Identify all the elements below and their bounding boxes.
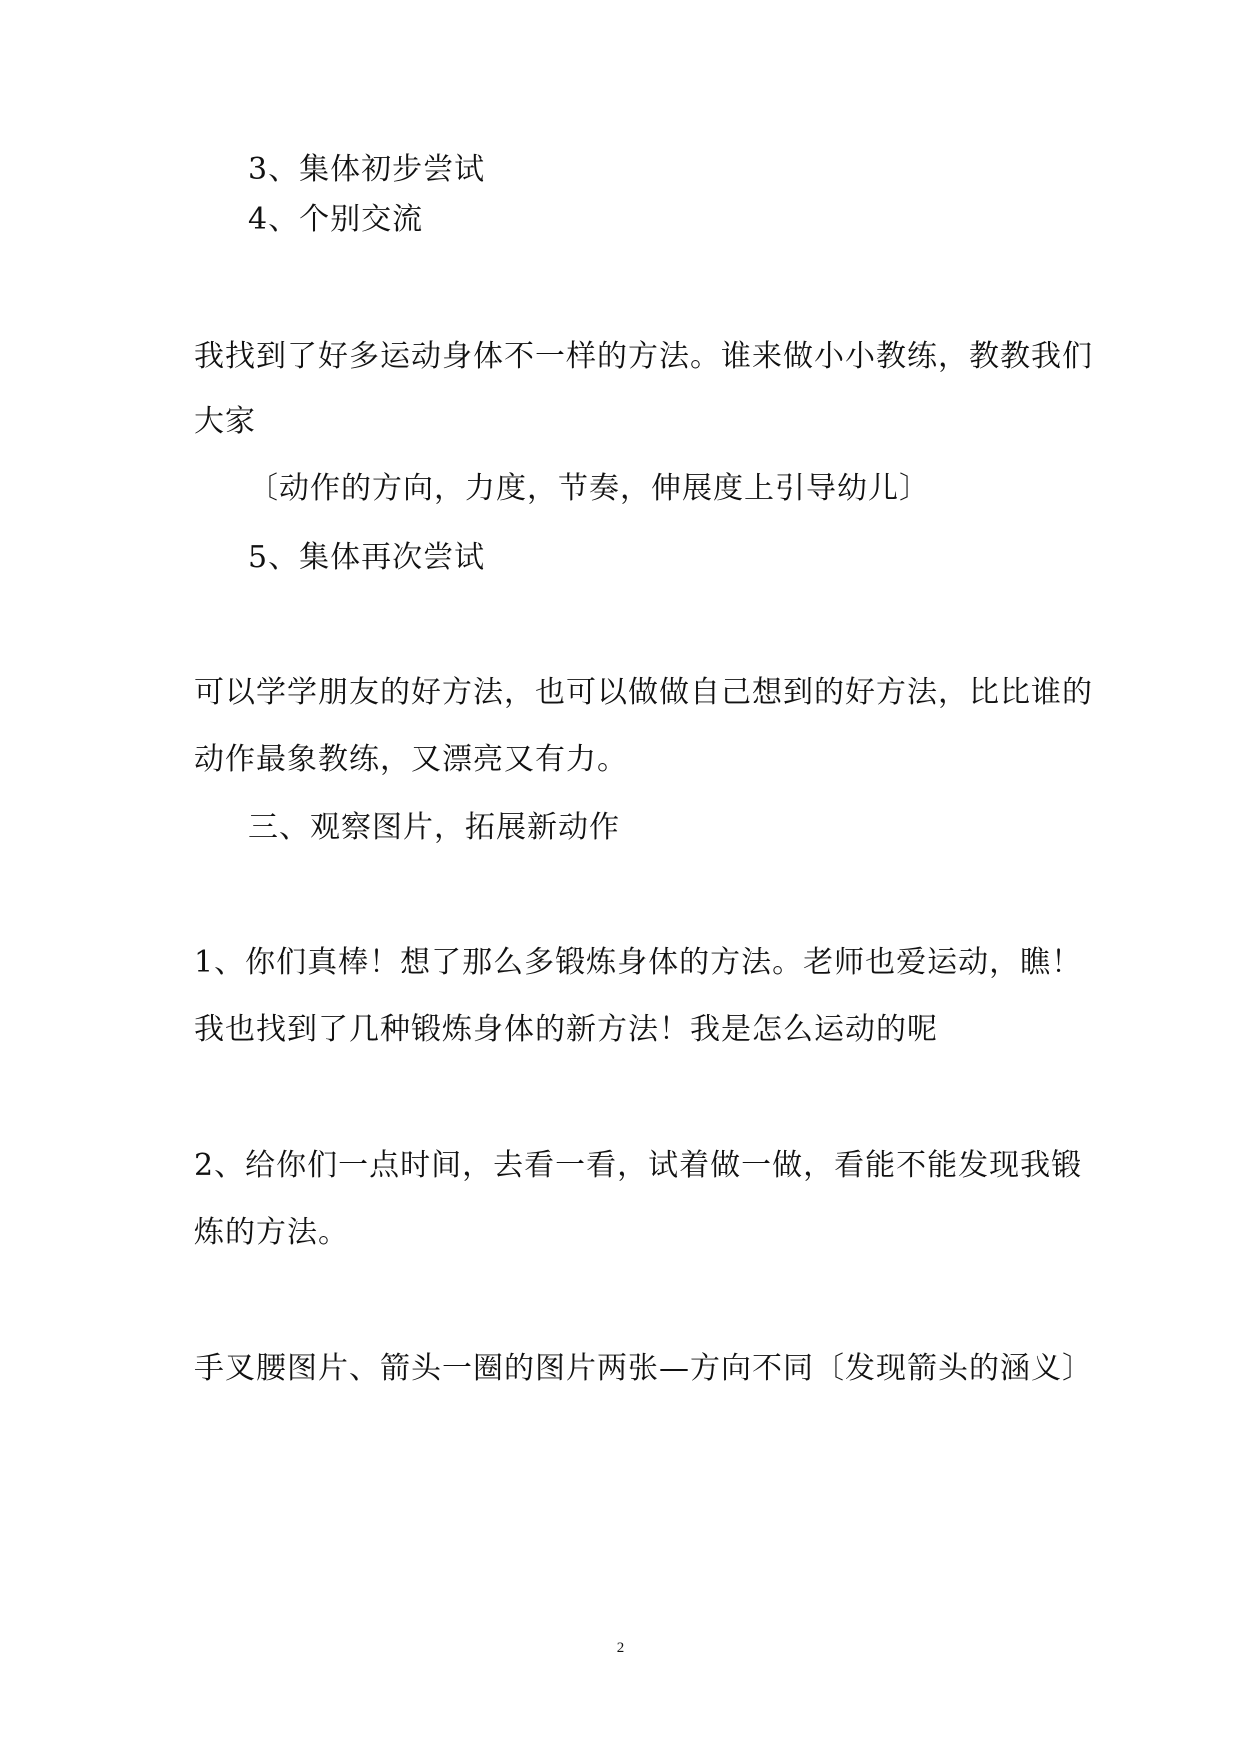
paragraph-line: 大家 [194, 404, 256, 439]
page-number: 2 [616, 1640, 625, 1656]
paragraph-line: 手叉腰图片、箭头一圈的图片两张—方向不同〔发现箭头的涵义〕 [194, 1351, 1093, 1386]
section-three-heading: 三、观察图片，拓展新动作 [248, 810, 620, 845]
paragraph-line: 2、给你们一点时间，去看一看，试着做一做，看能不能发现我锻 [194, 1148, 1083, 1183]
paragraph-line: 1、你们真棒！想了那么多锻炼身体的方法。老师也爱运动，瞧！ [194, 945, 1083, 980]
paragraph-line: 动作最象教练，又漂亮又有力。 [194, 742, 628, 777]
guidance-note: 〔动作的方向，力度，节奏，伸展度上引导幼儿〕 [248, 471, 930, 506]
paragraph-line: 可以学学朋友的好方法，也可以做做自己想到的好方法，比比谁的 [194, 675, 1093, 710]
step-4-heading: 4、个别交流 [248, 202, 424, 237]
paragraph-line: 我也找到了几种锻炼身体的新方法！我是怎么运动的呢 [194, 1012, 938, 1047]
step-5-heading: 5、集体再次尝试 [248, 540, 486, 575]
paragraph-line: 炼的方法。 [194, 1215, 349, 1250]
step-3-heading: 3、集体初步尝试 [248, 152, 486, 187]
paragraph-line: 我找到了好多运动身体不一样的方法。谁来做小小教练，教教我们 [194, 339, 1093, 374]
